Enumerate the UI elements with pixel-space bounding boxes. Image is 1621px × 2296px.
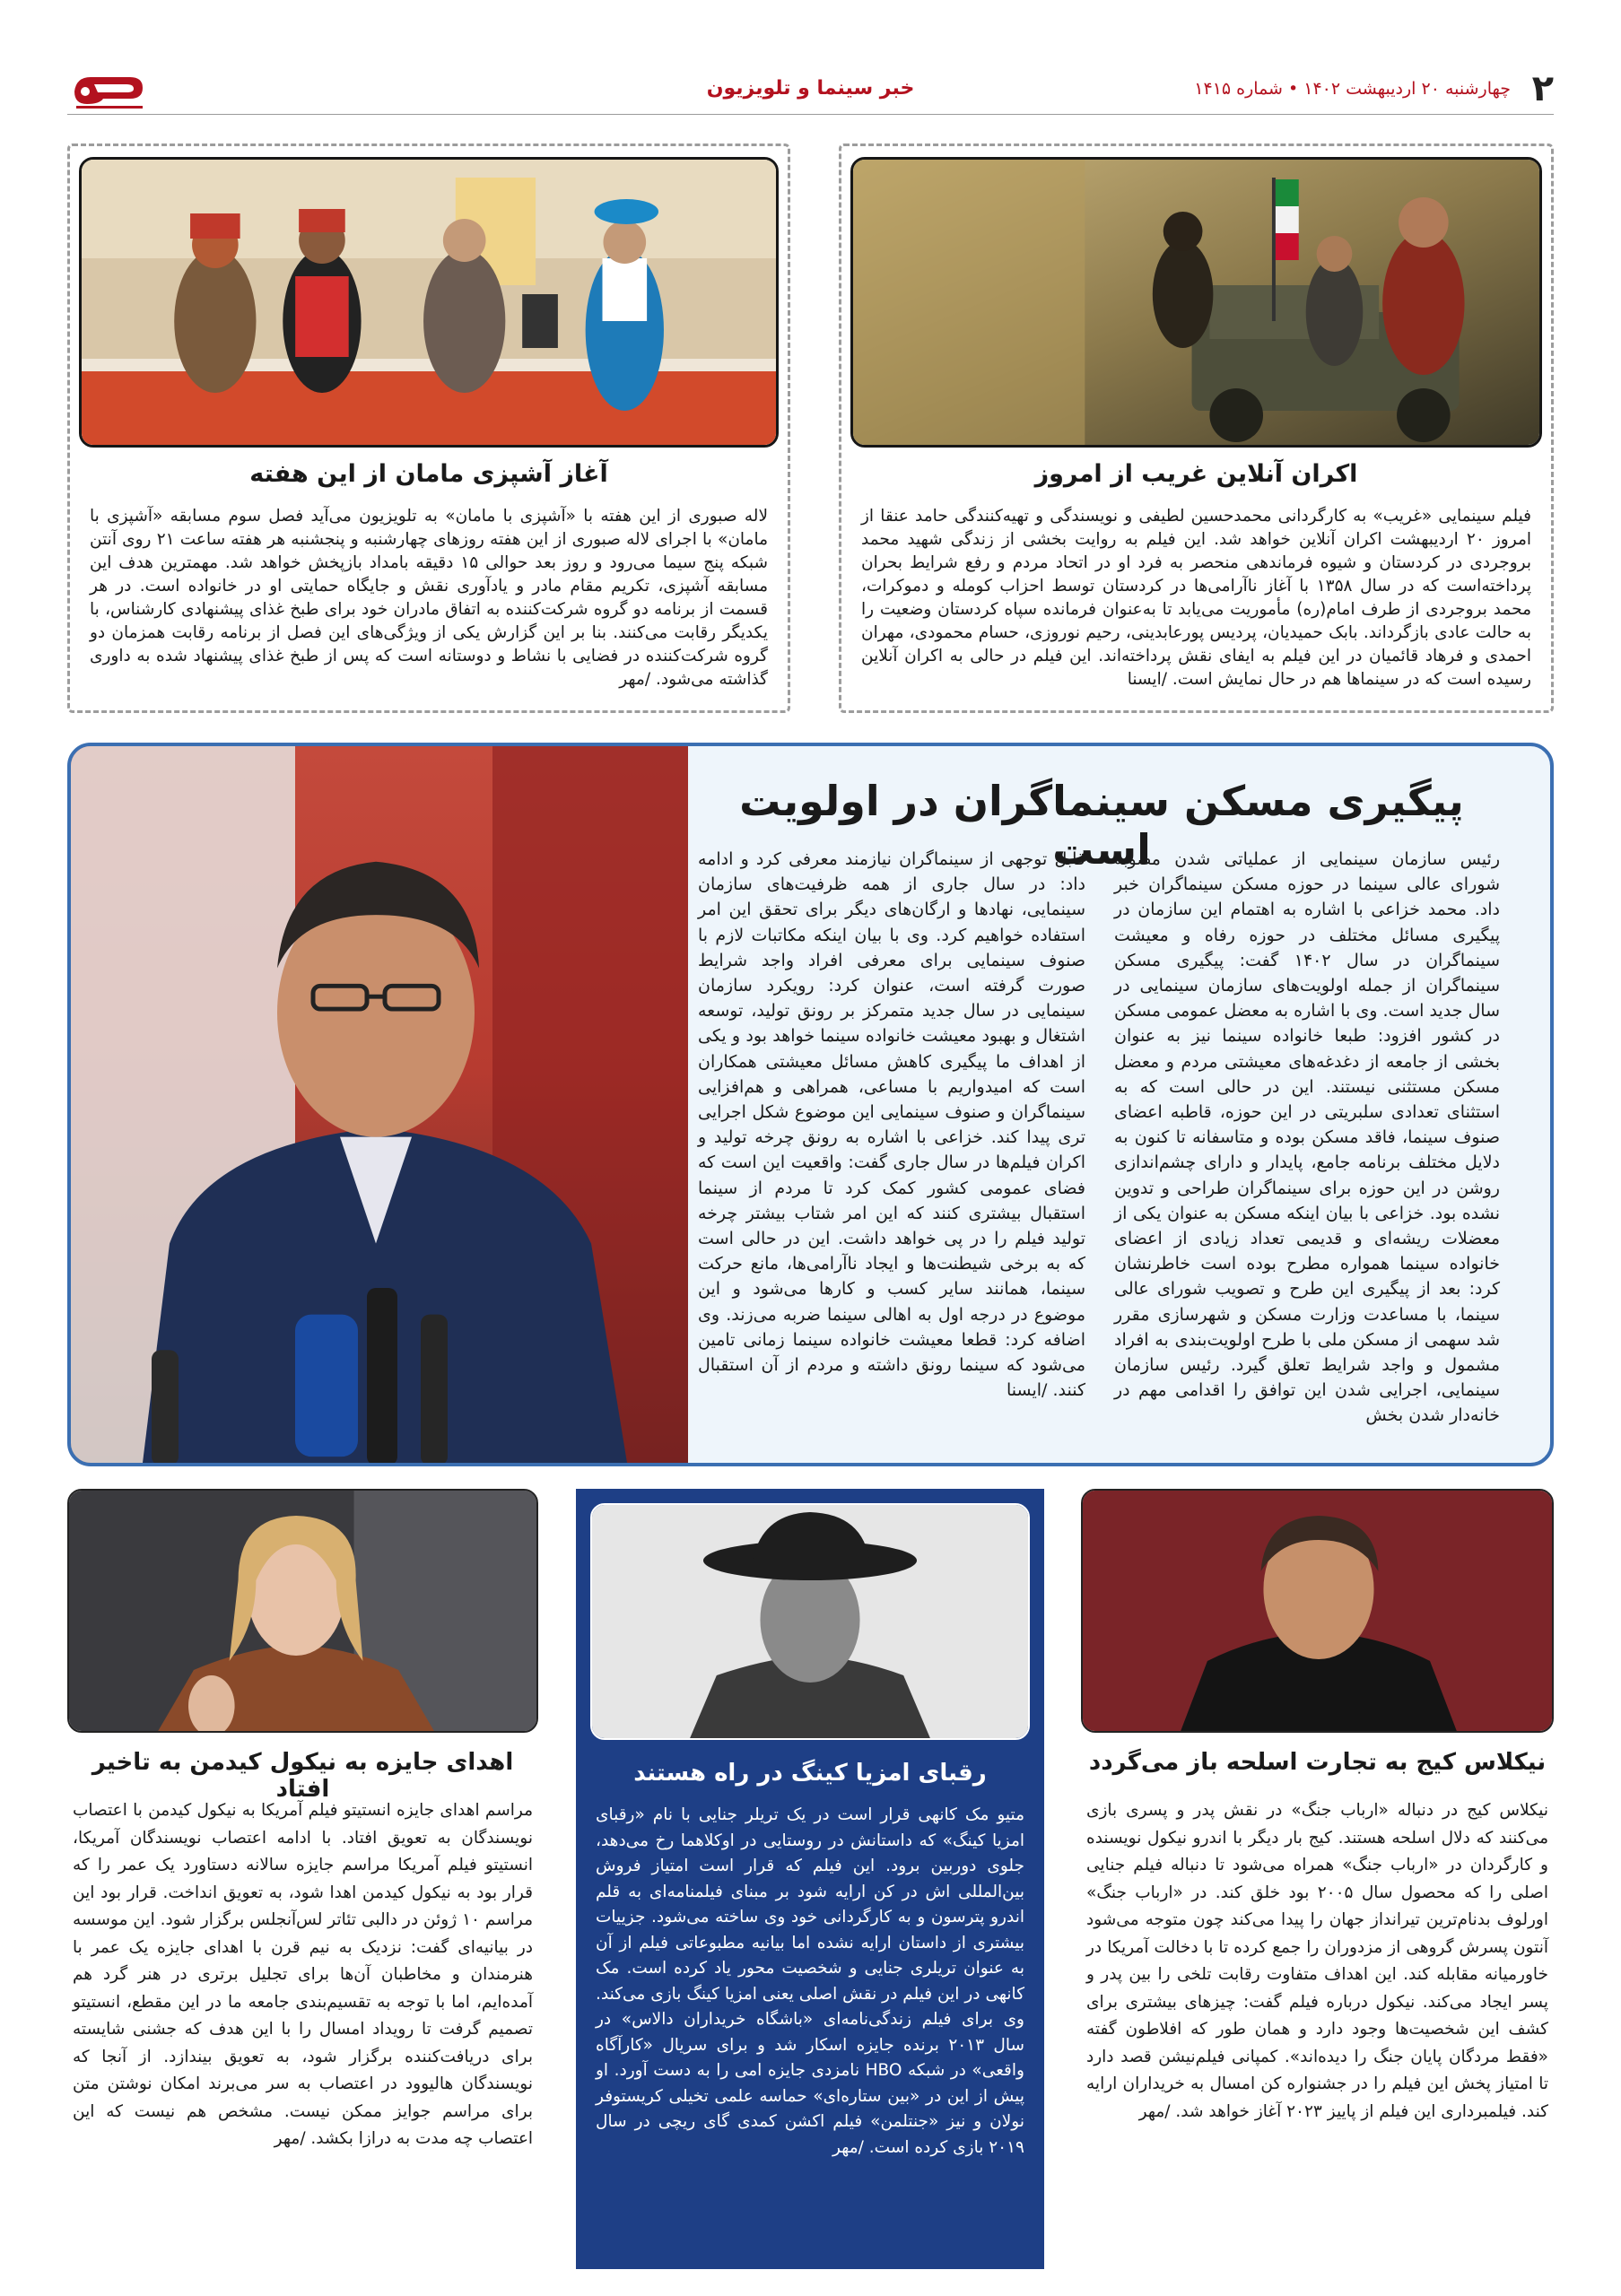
page-number: ۲ — [1531, 68, 1554, 109]
cooking-headline: آغاز آشپزی مامان از این هفته — [249, 460, 608, 488]
gharib-headline: اکران آنلاین غریب از امروز — [1034, 460, 1358, 488]
feature-headline: پیگیری مسکن سینماگران در اولویت است — [739, 777, 1464, 874]
cooking-show-photo — [79, 157, 779, 448]
mcconaughey-photo — [590, 1503, 1030, 1740]
news-box-amzia-king — [576, 1489, 1044, 2269]
nicole-kidman-photo — [67, 1489, 538, 1733]
feature-column-left: قابل توجهی از سینماگران نیازمند معرفی کرد و ادامه داد: در سال جاری از همه ظرفیت‌های سازمان سینمایی، نهادها و ارگان‌های دیگر برای تحقق این امر استفاده خواهیم کرد. وی با بیان اینکه مکاتبات لازم با صنوف سینمایی برای معرفی افراد واجد شرایط صورت گرفته است، عنوان کرد: رویکرد سازمان سینمایی در سال جدید متمرکز بر رونق تولید، توسعه اشتغال و بهبود معیشت خانواده سینما خواهد بود و یکی از اهداف ما پیگیری کاهش مسائل معیشتی همکاران است که امیدواریم با مساعی، همراهی و هم‌افزایی سینماگران و صنوف سینمایی این موضوع شکل اجرایی تری پیدا کند. خزاعی با اشاره به رونق چرخه تولید و اکران فیلم‌ها در سال جاری گفت: واقعیت این است که فضای عمومی کشور کمک کرد تا مردم از سینما استقبال بیشتری کنند که این امر شتاب بیشتر چرخه تولید فیلم را در پی خواهد داشت. این در حالی است که به برخی شیطنت‌ها و ایجاد ناآرامی‌ها، مانع حرکت سینما، همانند سایر کسب و کارها می‌شود و این موضوع در درجه اول به اهالی سینما ضربه می‌زند. وی اضافه کرد: قطعا معیشت خانواده سینما زمانی تامین می‌شود که سینما رونق داشته و مردم از آن استقبال کنند. /ایسنا — [698, 849, 1085, 1401]
gharib-body: فیلم سینمایی «غریب» به کارگردانی محمدحسین لطیفی و نویسندگی و تهیه‌کنندگی حامد عنقا از امروز ۲۰ اردیبهشت اکران آنلاین خواهد شد. این فیلم به روایت بخشی از زندگی شهید محمد بروجردی در کردستان و شیوه فرماندهی منحصر به فرد او در اتحاد مردم و رفع شرایط بحران پرداخته‌است که در سال ۱۳۵۸ با آغاز ناآرامی‌ها در کردستان توسط احزاب کومله و دموکرات، محمد بروجردی از طرف امام(ره) مأموریت می‌یابد تا به‌عنوان فرمانده سپاه کردستان وضعیت را به حالت عادی بازگرداند. بابک حمیدیان، پردیس پورعابدینی، رحیم نوروزی، حسام محمودی، مهران احمدی و فرهاد قائمیان در این فیلم به ایفای نقش پرداخته‌اند. این فیلم در حالی به اکران آنلاین رسیده است که در سینماها هم در حال نمایش است. /ایسنا — [861, 507, 1531, 689]
page-header — [67, 61, 1554, 115]
nicolas-cage-body: نیکلاس کیج در دنباله «ارباب جنگ» در نقش پدر و پسری بازی می‌کنند که دلال اسلحه هستند. کیج بار دیگر با اندرو نیکول نویسنده و کارگردان در «ارباب جنگ» همراه می‌شود تا دنباله فیلم جنایی اصلی را که محصول سال ۲۰۰۵ بود خلق کند. در «ارباب جنگ» اورلوف بدنام‌ترین تیرانداز جهان را پیدا می‌کند چون متوجه می‌شود آنتون پسرش گروهی از مزدوران را جمع کرده تا با دخالت آمریکا در خاورمیانه مقابله کند. این اهداف متفاوت رقابت تلخی را بین پدر و پسر ایجاد می‌کند. نیکول درباره فیلم گفت: چیزهای بیشتری برای کشف این شخصیت‌ها وجود دارد و همان طور که افلاطون گفته «فقط مردگان پایان جنگ را دیده‌اند». کمپانی فیلم‌نیشن قصد دارد تا امتیاز پخش این فیلم را در جشنواره کن امسال به خریداران ارایه کند. فیلمبرداری این فیلم از پاییز ۲۰۲۳ آغاز خواهد شد. /مهر — [1086, 1801, 1548, 2121]
nicolas-cage-headline: نیکلاس کیج به تجارت اسلحه باز می‌گردد — [1088, 1749, 1547, 1776]
news-box-cooking — [67, 144, 790, 713]
news-box-nicolas-cage — [1081, 1489, 1554, 2269]
amzia-king-headline: رقبای امزیا کینگ در راه هستند — [633, 1760, 987, 1787]
nicolas-cage-photo — [1081, 1489, 1554, 1733]
section-title: خبر سینما و تلویزیون — [706, 77, 915, 100]
feature-article — [67, 743, 1554, 1466]
kidman-headline: اهدای جایزه به نیکول کیدمن به تاخیر افتاد — [92, 1749, 514, 1803]
khazaei-photo — [71, 746, 688, 1463]
cooking-body: لاله صبوری از این هفته با «آشپزی با مامان» به تلویزیون می‌آید فصل سوم مسابقه «آشپزی با مامان» با اجرای لاله صبوری از این هفته روزهای چهارشنبه و پنجشنبه هر هفته ساعت ۲۱ روی آنتن شبکه پنج سیما می‌رود و روز بعد حوالی ۱۵ دقیقه بامداد بازپخش خواهد شد. مهمترین هدف این مسابقه آشپزی، تکریم مقام مادر و یادآوری نقش و جایگاه حمایتی او در خانواده است. در هر قسمت از برنامه دو گروه شرکت‌کننده به اتفاق مادران خود برای طبخ غذای پیشنهادی کارشناس، با یکدیگر رقابت می‌کنند. بنا بر این گزارش یکی از ویژگی‌های این فصل از برنامه رقابت همزمان دو گروه شرکت‌کننده در فضایی با نشاط و دوستانه است که پس از طبخ غذای پیشنهاد شده به داوری گذاشته می‌شود. /مهر — [90, 507, 768, 689]
kidman-body: مراسم اهدای جایزه انستیتو فیلم آمریکا به نیکول کیدمن با اعتصاب نویسندگان به تعویق افتاد. با ادامه اعتصاب نویسندگان آمریکا، انستیتو فیلم آمریکا مراسم جایزه سالانه دستاورد یک عمر را که قرار بود به نیکول کیدمن اهدا شود، به تعویق انداخت. قرار بود این مراسم ۱۰ ژوئن در دالبی تئاتر لس‌آنجلس برگزار شود. این موسسه در بیانیه‌ای گفت: نزدیک به نیم قرن با اهدای جایزه یک عمر با هنرمندان و مخاطبان آن‌ها برای تجلیل برتری در هنر گرد هم آمده‌ایم، اما با توجه به تقسیم‌بندی جامعه ما در این مقطع، انستیتو تصمیم گرفت تا رویداد امسال را با این هدف که جشنی شایسته برای دریافت‌کننده برگزار شود، به تعویق بیندازد. از آنجا که نویسندگان هالیوود در اعتصاب به سر می‌برند امکان نوشتن متن برای مراسم جوایز ممکن نیست. مشخص هم نیست که این اعتصاب چه مدت به درازا بکشد. /مهر — [73, 1801, 533, 2148]
amzia-king-body: متیو مک کانهی قرار است در یک تریلر جنایی با نام «رقبای امزیا کینگ» که داستانش در روستایی در اوکلاهما رخ می‌دهد، جلوی دوربین برود. این فیلم که قرار است امتیاز فروش بین‌المللی اش در کن ارایه شود بر مبنای فیلمنامه‌ای به قلم اندرو پترسون و به کارگردانی خود وی ساخته می‌شود. جزییات بیشتری از داستان ارایه نشده اما بیانیه مطبوعاتی فیلم از آن به عنوان تریلری جنایی و شخصیت محور یاد کرده است. مک کانهی در این فیلم در نقش اصلی یعنی امزیا کینگ بازی می‌کند. وی برای فیلم زندگی‌نامه‌ای «باشگاه خریداران دالاس» در سال ۲۰۱۳ برنده جایزه اسکار شد و برای سریال «کارآگاه واقعی» در شبکه HBO نامزدی جایزه امی را به دست آورد. او پیش از این در «بین ستاره‌ای» حماسه علمی تخیلی کریستوفر نولان و نیز «جنتلمن» فیلم اکشن کمدی گای ریچی در سال ۲۰۱۹ بازی کرده است. /مهر — [596, 1805, 1024, 2157]
saba-logo — [67, 65, 152, 111]
feature-column-right: رئیس سازمان سینمایی از عملیاتی شدن مصوبه شورای عالی سینما در حوزه مسکن سینماگران خبر داد. محمد خزاعی با اشاره به اهتمام این سازمان در پیگیری مسائل مختلف در حوزه رفاه و معیشت سینماگران در سال ۱۴۰۲ گفت: پیگیری مسکن سینماگران از جمله اولویت‌های سازمان سینمایی در سال جدید است. وی با اشاره به معضل عمومی مسکن در کشور افزود: طبعا خانواده سینما نیز به عنوان بخشی از جامعه از دغدغه‌های معیشتی مردم و معضل مسکن مستثنی نیستند. این در حالی است که به استثنای تعدادی سلبریتی در این حوزه، قاطبه اعضای صنوف سینما، فاقد مسکن بوده و متاسفانه تا کنون به دلایل مختلف برنامه جامع، پایدار و دارای چشم‌اندازی روشن در این حوزه برای سینماگران طراحی و تدوین نشده بود. خزاعی با بیان اینکه مسکن به عنوان یکی از معضلات ریشه‌ای و قدیمی تعداد زیادی از اعضای خانواده سینما همواره مطرح بوده است خاطرنشان کرد: بعد از پیگیری این طرح و تصویب شورای عالی سینما، با مساعدت وزارت مسکن و شهرسازی مقرر شد سهمی از مسکن ملی با طرح اولویت‌بندی به افراد مشمول و واجد شرایط تعلق گیرد. رئیس سازمان سینمایی، اجرایی شدن این توافق را اقدامی مهم در خانه‌دار شدن بخش — [1114, 849, 1500, 1426]
issue-date: چهارشنبه ۲۰ اردیبهشت ۱۴۰۲ • شماره ۱۴۱۵ — [1194, 79, 1511, 99]
news-box-gharib — [839, 144, 1554, 713]
gharib-film-photo — [850, 157, 1542, 448]
news-box-kidman — [67, 1489, 538, 2269]
